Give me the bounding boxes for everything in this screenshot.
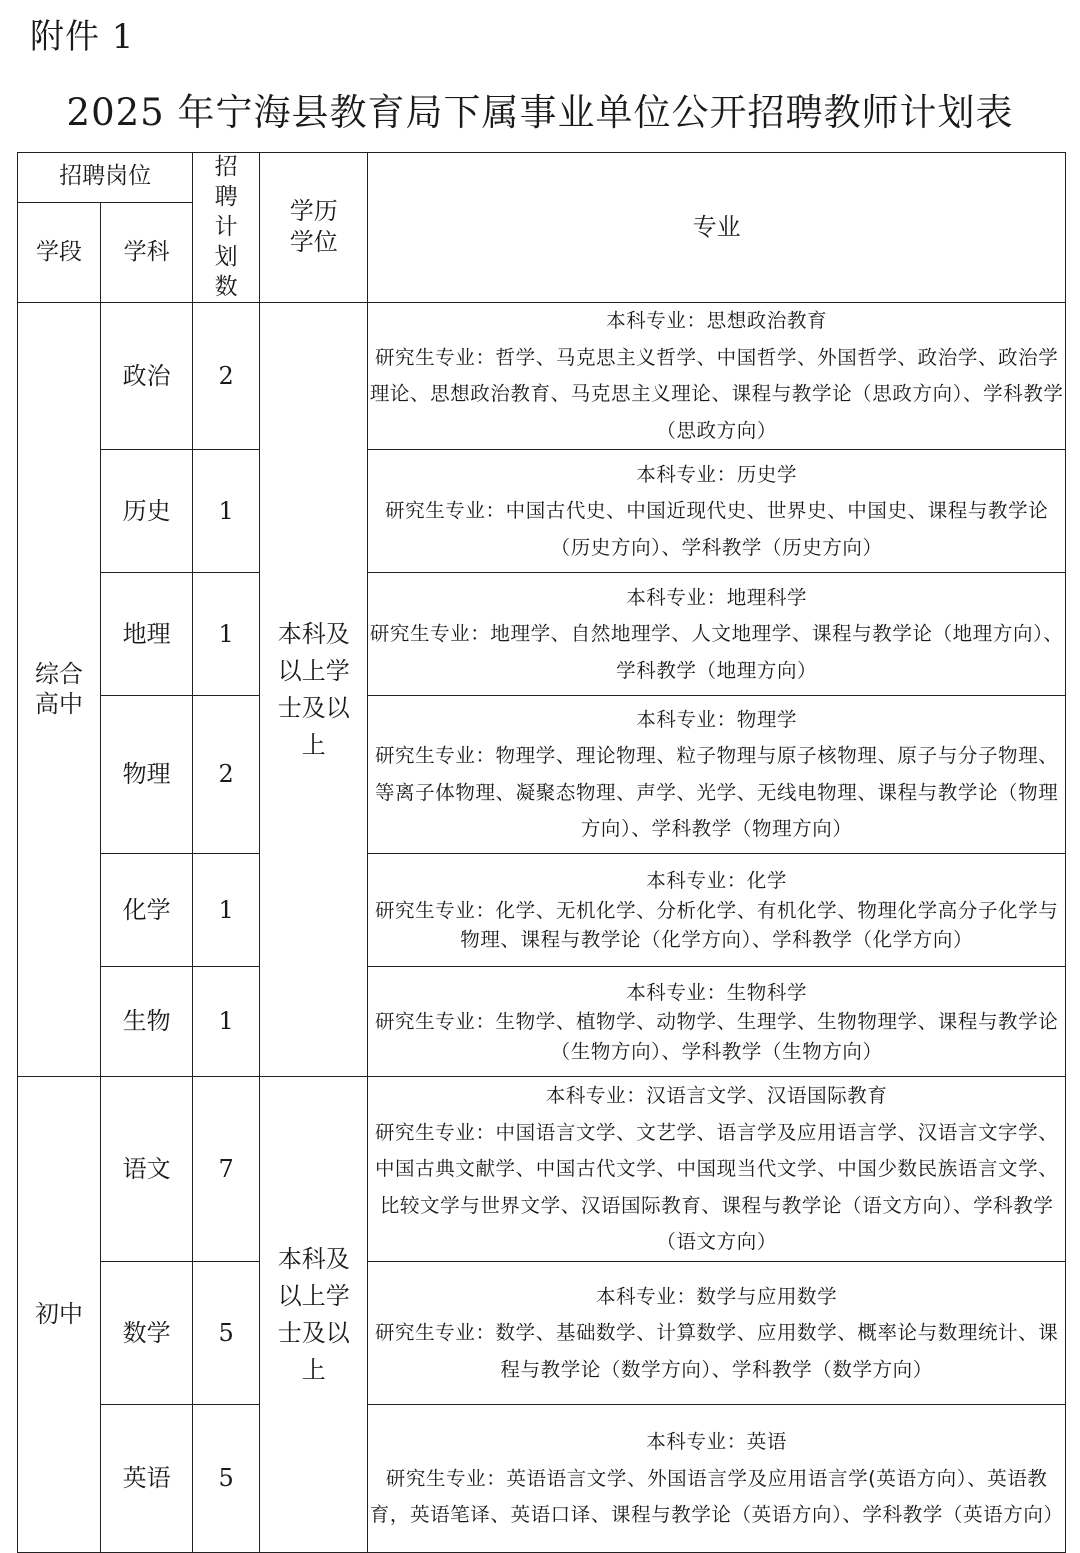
undergrad-major: 本科专业：历史学 (636, 462, 798, 486)
count-cell: 5 (193, 1405, 260, 1553)
count-cell: 5 (193, 1262, 260, 1405)
undergrad-major: 本科专业：英语 (646, 1430, 787, 1454)
count-cell: 2 (193, 696, 260, 854)
subject-cell: 语文 (101, 1077, 193, 1262)
count-cell: 1 (193, 967, 260, 1077)
graduate-major: 研究生专业：英语语言文学、外国语言学及应用语言学(英语方向）、英语教育，英语笔译、英语口译、课程与教学论（英语方向）、学科教学（英语方向） (369, 1466, 1064, 1527)
table-row (18, 450, 1066, 573)
subject-cell: 生物 (101, 967, 193, 1077)
stage-cell-high-school: 综合高中 (18, 303, 101, 1077)
table-row (18, 1405, 1066, 1553)
table-row (18, 303, 1066, 450)
major-cell (368, 696, 1066, 854)
graduate-major: 研究生专业：数学、基础数学、计算数学、应用数学、概率论与数理统计、课程与教学论（数学方向）、学科教学（数学方向） (374, 1321, 1059, 1381)
subject-cell: 物理 (101, 696, 193, 854)
table-row (18, 1077, 1066, 1262)
subject-cell: 历史 (101, 450, 193, 573)
table-row (18, 573, 1066, 696)
graduate-major: 研究生专业：生物学、植物学、动物学、生理学、生物物理学、课程与教学论（生物方向）、学科教学（生物方向） (374, 1010, 1059, 1063)
undergrad-major: 本科专业：思想政治教育 (606, 309, 828, 333)
header-position: 招聘岗位 (18, 153, 193, 203)
major-cell (368, 967, 1066, 1077)
count-cell: 2 (193, 303, 260, 450)
table-row (18, 854, 1066, 967)
graduate-major: 研究生专业：地理学、自然地理学、人文地理学、课程与教学论（地理方向）、学科教学（地理方向） (369, 622, 1064, 682)
table-row (18, 1262, 1066, 1405)
major-cell (368, 1077, 1066, 1262)
table-row (18, 967, 1066, 1077)
graduate-major: 研究生专业：中国语言文学、文艺学、语言学及应用语言学、汉语言文字学、中国古典文献学、中国古代文学、中国现当代文学、中国少数民族语言文学、比较文学与世界文学、汉语国际教育、课程与教学论（语文方向）、学科教学（语文方向） (374, 1120, 1059, 1254)
count-cell: 7 (193, 1077, 260, 1262)
stage-cell-middle-school: 初中 (18, 1077, 101, 1553)
major-cell (368, 1405, 1066, 1553)
major-cell (368, 303, 1066, 450)
document-title: 2025 年宁海县教育局下属事业单位公开招聘教师计划表 (66, 91, 1014, 134)
subject-cell: 数学 (101, 1262, 193, 1405)
header-row-1 (18, 153, 1066, 203)
major-cell (368, 1262, 1066, 1405)
undergrad-major: 本科专业：物理学 (636, 707, 798, 731)
graduate-major: 研究生专业：化学、无机化学、分析化学、有机化学、物理化学高分子化学与物理、课程与教学论（化学方向）、学科教学（化学方向） (374, 898, 1059, 952)
undergrad-major: 本科专业：汉语言文学、汉语国际教育 (545, 1084, 888, 1108)
graduate-major: 研究生专业：哲学、马克思主义哲学、中国哲学、外国哲学、政治学、政治学理论、思想政治教育、马克思主义理论、课程与教学论（思政方向）、学科教学（思政方向） (369, 345, 1064, 442)
subject-cell: 地理 (101, 573, 193, 696)
undergrad-major: 本科专业：地理科学 (626, 585, 808, 609)
undergrad-major: 本科专业：数学与应用数学 (596, 1284, 838, 1308)
major-cell (368, 573, 1066, 696)
subject-cell: 政治 (101, 303, 193, 450)
undergrad-major: 本科专业：化学 (646, 869, 787, 893)
undergrad-major: 本科专业：生物科学 (626, 980, 808, 1004)
table-row (18, 696, 1066, 854)
subject-cell: 英语 (101, 1405, 193, 1553)
degree-cell-middle-school: 本科及以上学士及以上 (260, 1077, 368, 1553)
attachment-label: 附件 1 (30, 17, 135, 57)
recruitment-plan-table (17, 152, 1066, 1553)
header-stage: 学段 (18, 202, 101, 303)
major-cell (368, 854, 1066, 967)
count-cell: 1 (193, 573, 260, 696)
header-degree: 学历学位 (260, 153, 368, 303)
major-cell (368, 450, 1066, 573)
count-cell: 1 (193, 854, 260, 967)
header-count: 招聘计划数 (193, 153, 260, 303)
graduate-major: 研究生专业：中国古代史、中国近现代史、世界史、中国史、课程与教学论（历史方向）、学科教学（历史方向） (385, 499, 1049, 559)
degree-cell-high-school: 本科及以上学士及以上 (260, 303, 368, 1077)
header-subject: 学科 (101, 202, 193, 303)
graduate-major: 研究生专业：物理学、理论物理、粒子物理与原子核物理、原子与分子物理、等离子体物理、凝聚态物理、声学、光学、无线电物理、课程与教学论（物理方向）、学科教学（物理方向） (374, 744, 1059, 841)
subject-cell: 化学 (101, 854, 193, 967)
header-major: 专业 (368, 153, 1066, 303)
count-cell: 1 (193, 450, 260, 573)
